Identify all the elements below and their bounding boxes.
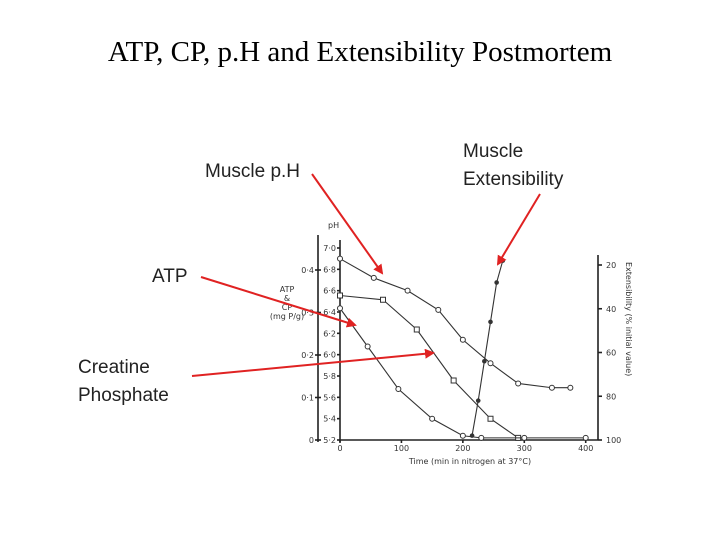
creatine-phosphate-line	[340, 308, 586, 438]
atp-cp-axis-label: &	[283, 294, 291, 303]
muscle-extensibility-point	[494, 280, 499, 285]
ph-tick-label: 6·6	[323, 286, 336, 296]
atp-cp-axis-label: CP	[281, 303, 293, 312]
extensibility-tick-label: 20	[606, 261, 617, 270]
atp-cp-tick-label: 0·3	[301, 308, 314, 318]
ph-tick-label: 6·2	[323, 329, 336, 339]
ph-tick-label: 7·0	[323, 244, 336, 253]
creatine-phosphate-point	[430, 416, 435, 421]
creatine-phosphate-point	[396, 387, 401, 392]
muscle-ph-label: Muscle p.H	[205, 161, 301, 182]
atp-cp-tick-label: 0·1	[301, 393, 314, 403]
muscle-p-h-point	[460, 337, 465, 342]
muscle-extensibility-arrow	[498, 194, 540, 264]
extensibility-axis-label: Extensibility (% initial value)	[624, 262, 633, 377]
extensibility-tick-label: 80	[606, 392, 617, 402]
creatine-phosphate-point	[460, 433, 465, 438]
muscle-extensibility-point	[470, 433, 475, 438]
creatine-phosphate-point	[479, 435, 484, 440]
x-axis-label: Time (min in nitrogen at 37°C)	[408, 457, 532, 466]
muscle-p-h-point	[405, 288, 410, 293]
atp-cp-axis-label: (mg P/g)	[269, 312, 305, 321]
x-tick-label: 300	[516, 444, 532, 453]
atp-cp-tick-label: 0·4	[301, 266, 314, 275]
extensibility-tick-label: 40	[606, 304, 617, 314]
ph-tick-label: 5·4	[323, 414, 336, 424]
muscle-extensibility-point	[488, 320, 493, 325]
muscle-ph-arrow	[312, 174, 382, 273]
muscle-extensibility-label-line2: Extensibility	[463, 169, 564, 190]
ph-tick-label: 6·0	[323, 350, 336, 360]
ph-tick-label: 5·2	[323, 436, 336, 445]
ph-tick-label: 5·8	[323, 372, 336, 381]
ph-tick-label: 6·4	[323, 308, 336, 317]
ph-tick-label: 6·8	[323, 265, 336, 275]
ph-tick-label: 5·6	[323, 393, 336, 403]
creatine-phosphate-point	[338, 306, 343, 311]
chart-curves	[338, 256, 589, 440]
creatine-phosphate-label-line2: Phosphate	[78, 385, 169, 406]
atp-point	[381, 297, 386, 302]
muscle-p-h-point	[371, 275, 376, 280]
muscle-p-h-point	[436, 307, 441, 312]
muscle-extensibility-line	[472, 261, 503, 436]
muscle-extensibility-label-line1: Muscle	[463, 141, 524, 162]
muscle-p-h-point	[488, 361, 493, 366]
muscle-extensibility-point	[476, 398, 481, 403]
x-tick-label: 0	[337, 444, 343, 453]
extensibility-tick-label: 100	[606, 436, 622, 445]
atp-point	[488, 416, 493, 421]
atp-point	[414, 327, 419, 332]
atp-cp-tick-label: 0·2	[301, 351, 314, 360]
muscle-p-h-point	[338, 256, 343, 261]
muscle-p-h-point	[549, 385, 554, 390]
atp-point	[338, 293, 343, 298]
extensibility-tick-label: 60	[606, 348, 617, 358]
atp-cp-tick-label: 0	[308, 436, 314, 445]
slide-title: ATP, CP, p.H and Extensibility Postmortem	[107, 36, 613, 68]
creatine-phosphate-point	[365, 344, 370, 349]
x-tick-label: 200	[455, 444, 471, 453]
creatine-phosphate-label-line1: Creatine	[78, 357, 150, 378]
muscle-p-h-point	[516, 381, 521, 386]
creatine-phosphate-point	[522, 435, 527, 440]
x-tick-label: 400	[578, 444, 594, 453]
ph-axis-label: pH	[328, 221, 340, 230]
x-tick-label: 100	[393, 444, 410, 453]
muscle-p-h-point	[568, 385, 573, 390]
atp-label: ATP	[152, 266, 188, 287]
creatine-phosphate-point	[583, 435, 588, 440]
atp-point	[451, 378, 456, 383]
muscle-extensibility-point	[482, 359, 487, 364]
atp-cp-axis-label: ATP	[279, 285, 295, 294]
